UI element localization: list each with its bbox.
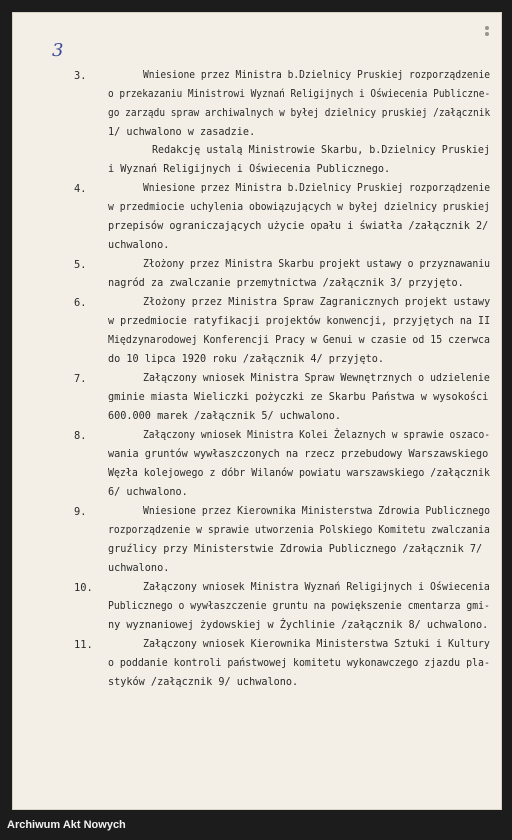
document-body — [12, 12, 502, 810]
item-text-line: rozporządzenie w sprawie utworzenia Polskiego Komitetu zwalczania — [108, 525, 490, 536]
item-text-line: 1/ uchwalono w zasadzie. — [108, 127, 256, 138]
item-text-line: Złożony przez Ministra Skarbu projekt ustawy o przyznawaniu — [143, 259, 491, 270]
item-text-line: nagród za zwalczanie przemytnictwa /załącznik 3/ przyjęto. — [108, 278, 464, 289]
item-text-line: uchwalono. — [108, 563, 170, 574]
item-text-line: 600.000 marek /załącznik 5/ uchwalono. — [108, 411, 342, 422]
item-number: 7. — [74, 373, 87, 385]
item-text-line: Załączony wniosek Ministra Spraw Wewnętrznych o udzielenie — [143, 373, 490, 384]
item-text-line: gruźlicy przy Ministerstwie Zdrowia Publicznego /załącznik 7/ — [108, 544, 483, 555]
item-text-line: go zarządu spraw archiwalnych w byłej dzielnicy pruskiej /załącznik — [108, 108, 491, 119]
item-text-line: w przedmiocie uchylenia obowiązujących w byłej dzielnicy pruskiej — [108, 202, 490, 213]
item-text-line: 6/ uchwalono. — [108, 487, 188, 498]
page-number: 3 — [52, 40, 64, 61]
item-number: 9. — [74, 506, 87, 518]
item-number: 8. — [74, 430, 87, 442]
item-text-line: gminie miasta Wieliczki pożyczki ze Skarbu Państwa w wysokości — [108, 392, 489, 403]
item-text-line: Załączony wniosek Kierownika Ministerstwa Sztuki i Kultury — [143, 639, 490, 650]
item-text-line: Załączony wniosek Ministra Wyznań Religijnych i Oświecenia — [143, 582, 490, 593]
item-number: 3. — [74, 70, 87, 82]
item-text-line: Międzynarodowej Konferencji Pracy w Genui w czasie od 15 czerwca — [108, 335, 490, 346]
item-number: 10. — [74, 582, 93, 594]
archive-name: Archiwum Akt Nowych — [7, 819, 126, 831]
item-text-line: o poddanie kontroli państwowej komitetu wykonawczego zjazdu pla- — [108, 658, 490, 669]
item-text-line: o przekazaniu Ministrowi Wyznań Religijnych i Oświecenia Publiczne- — [108, 89, 491, 100]
item-text-line: Złożony przez Ministra Spraw Zagranicznych projekt ustawy — [143, 297, 491, 308]
item-text-line: Węzła kolejowego z dóbr Wilanów powiatu warszawskiego /załącznik — [108, 468, 490, 479]
item-number: 4. — [74, 183, 87, 195]
item-text-line: styków /załącznik 9/ uchwalono. — [108, 677, 299, 688]
archive-footer-bar — [0, 810, 512, 840]
item-text-line: Wniesione przez Kierownika Ministerstwa Zdrowia Publicznego — [143, 506, 491, 517]
item-number: 6. — [74, 297, 87, 309]
item-text-line: Załączony wniosek Ministra Kolei Żelaznych w sprawie oszaco- — [143, 430, 491, 441]
item-text-line: do 10 lipca 1920 roku /załącznik 4/ przyjęto. — [108, 354, 385, 365]
item-number: 5. — [74, 259, 87, 271]
item-text-line: Wniesione przez Ministra b.Dzielnicy Pruskiej rozporządzenie — [143, 70, 491, 81]
item-text-line: w przedmiocie ratyfikacji projektów konwencji, przyjętych na II — [108, 316, 491, 327]
item-text-line: Redakcję ustalą Ministrowie Skarbu, b.Dzielnicy Pruskiej — [152, 145, 490, 156]
item-text-line: uchwalono. — [108, 240, 170, 251]
item-number: 11. — [74, 639, 93, 651]
item-text-line: wania gruntów wywłaszczonych na rzecz przebudowy Warszawskiego — [108, 449, 489, 460]
item-text-line: Wniesione przez Ministra b.Dzielnicy Pruskiej rozporządzenie — [143, 183, 491, 194]
item-text-line: i Wyznań Religijnych i Oświecenia Publicznego. — [108, 164, 391, 175]
document-page — [12, 12, 502, 810]
item-text-line: przepisów ograniczających użycie opału i światła /załącznik 2/ — [108, 221, 489, 232]
item-text-line: ny wyznaniowej żydowskiej w Żychlinie /załącznik 8/ uchwalono. — [108, 620, 489, 631]
item-text-line: Publicznego o wywłaszczenie gruntu na powiększenie cmentarza gmi- — [108, 601, 490, 612]
